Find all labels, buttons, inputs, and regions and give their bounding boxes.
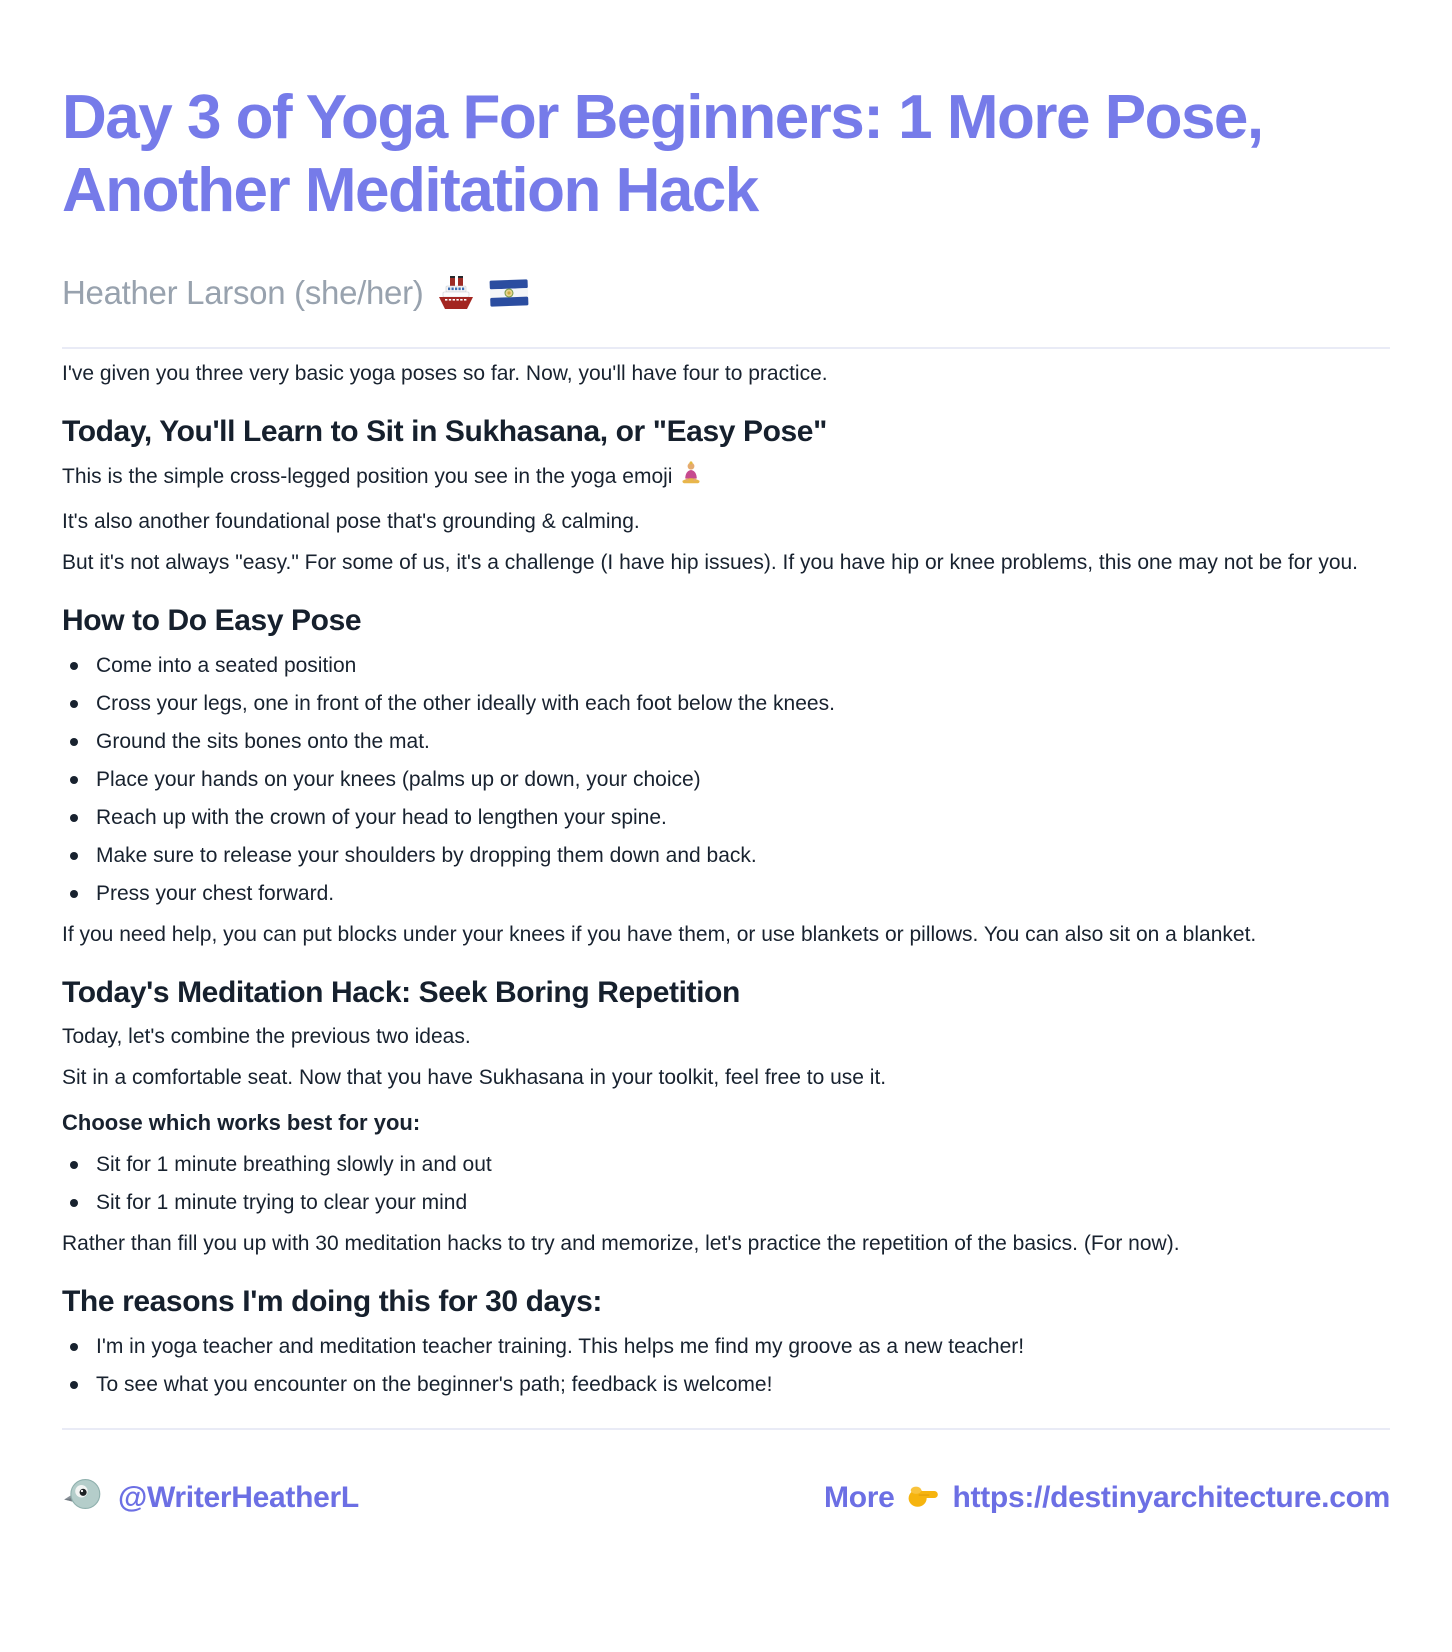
ship-emoji-icon [436,273,476,313]
paragraph: It's also another foundational pose that's grounding & calming. [62,510,640,534]
paragraph: Rather than fill you up with 30 meditation hacks to try and memorize, let's practice the repetition of the basics. (For now). [62,1232,1180,1256]
list-item: Make sure to release your shoulders by dropping them down and back. [62,841,1390,871]
paragraph [62,461,1390,496]
paragraph: If you need help, you can put blocks under your knees if you have them, or use blankets or pillows. You can also sit on a blanket. [62,923,1257,947]
pointing-right-icon [907,1477,941,1519]
list-item: Place your hands on your knees (palms up or down, your choice) [62,765,1390,795]
section-heading-meditation: Today's Meditation Hack: Seek Boring Repetition [62,976,740,1010]
footer-more [824,1477,1390,1519]
list-item: Ground the sits bones onto the mat. [62,727,1390,757]
footer-social [62,1474,359,1522]
list-item: To see what you encounter on the beginner's path; feedback is welcome! [62,1370,1390,1400]
paragraph: Sit in a comfortable seat. Now that you have Sukhasana in your toolkit, feel free to use it. [62,1066,887,1090]
list-item: Cross your legs, one in front of the other ideally with each foot below the knees. [62,689,1390,719]
woman-in-lotus-emoji-icon [678,461,704,496]
list-item: Sit for 1 minute breathing slowly in and out [62,1150,1390,1180]
bird-emoji-icon [62,1474,102,1522]
list-item: I'm in yoga teacher and meditation teacher training. This helps me find my groove as a new teacher! [62,1332,1390,1362]
choose-label: Choose which works best for you: [62,1110,421,1136]
section-heading-reasons: The reasons I'm doing this for 30 days: [62,1285,602,1319]
flag-el-salvador-icon [488,277,530,309]
website-link[interactable]: https://destinyarchitecture.com [952,1481,1390,1515]
how-to-list [62,651,1390,909]
divider [62,347,1390,349]
article-page [0,82,1452,1570]
list-item: Sit for 1 minute trying to clear your mind [62,1188,1390,1218]
byline [62,273,1390,313]
section-heading-how-to: How to Do Easy Pose [62,604,362,638]
meditation-list [62,1150,1390,1218]
list-item: Reach up with the crown of your head to lengthen your spine. [62,803,1390,833]
paragraph: Today, let's combine the previous two ideas. [62,1025,471,1049]
list-item: Press your chest forward. [62,879,1390,909]
section-heading-sukhasana: Today, You'll Learn to Sit in Sukhasana, or "Easy Pose" [62,415,827,449]
paragraph: But it's not always "easy." For some of us, it's a challenge (I have hip issues). If you have hip or knee problems, this one may not be for you. [62,551,1359,575]
divider [62,1428,1390,1430]
author-name: Heather Larson (she/her) [62,274,424,312]
more-label: More [824,1481,895,1515]
footer [62,1474,1390,1522]
twitter-handle-link[interactable]: @WriterHeatherL [118,1481,359,1515]
intro-paragraph: I've given you three very basic yoga poses so far. Now, you'll have four to practice. [62,362,828,386]
list-item: Come into a seated position [62,651,1390,681]
reasons-list [62,1332,1390,1400]
page-title: Day 3 of Yoga For Beginners: 1 More Pose, Another Meditation Hack [62,83,1263,225]
paragraph-text: This is the simple cross-legged position you see in the yoga emoji [62,465,673,489]
